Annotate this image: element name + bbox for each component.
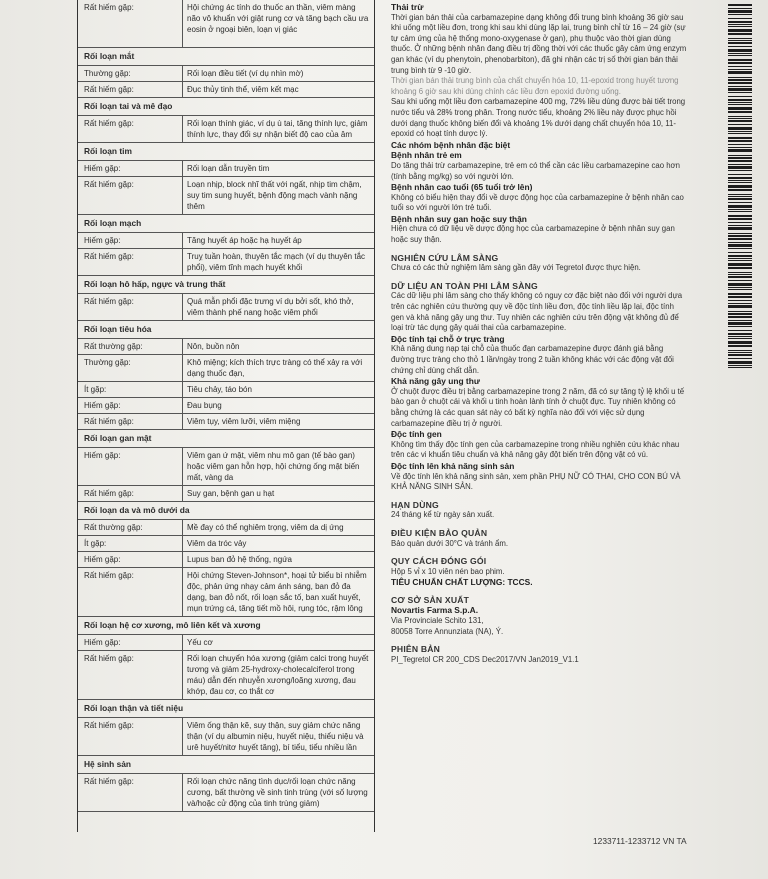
frequency-cell: Thường gặp:: [78, 355, 183, 381]
barcode-bar: [728, 10, 752, 13]
right-column: [391, 2, 687, 665]
section-heading: NGHIÊN CỨU LÂM SÀNG: [391, 252, 499, 263]
barcode-bar: [728, 71, 752, 74]
section-header: Rối loạn mạch: [78, 215, 374, 233]
section-header: Rối loạn mắt: [78, 48, 374, 66]
table-row: [78, 177, 374, 215]
table-row: [78, 398, 374, 414]
table-row: [78, 355, 374, 382]
barcode-bar: [728, 127, 752, 130]
barcode-bar: [728, 330, 752, 331]
effect-cell: Rối loạn chức năng tình dục/rối loạn chức năng cương, bất thường về sinh tinh trùng (với số lượng và/hoặc cử động của tinh trùng giảm): [187, 777, 368, 808]
barcode-bar: [728, 215, 752, 217]
frequency-cell: Rất hiếm gặp:: [78, 249, 183, 275]
barcode-bar: [728, 166, 752, 169]
barcode-bar: [728, 227, 752, 230]
table-row: [78, 294, 374, 321]
barcode-bar: [728, 252, 752, 253]
barcode-bar: [728, 79, 752, 81]
table-row: [78, 520, 374, 536]
paragraph: Không tìm thấy độc tính gen của carbamazepine trong nhiều nghiên cứu khác nhau trên các vi khuẩn tiêu chuẩn và khả năng gây đột biến trên động vật có vú.: [391, 439, 680, 460]
barcode-bar: [728, 86, 752, 87]
barcode-bar: [728, 4, 752, 6]
section-heading: QUY CÁCH ĐÓNG GÓI: [391, 556, 487, 567]
paragraph: Thời gian bán thải của carbamazepine dạng không đổi trung bình khoảng 36 giờ sau khi uống một liều đơn, trong khi sau khi dùng lặp lại, trung bình chỉ từ 16 – 24 giờ (sự tự cảm ứng của hệ thống mono-oxygenase ở gan), phụ thuộc vào thời gian dùng thuốc. Ở những bệnh nhân đang điều trị đồng thời với các thuốc gây cảm ứng enzym gan khác (ví dụ phenytoin, phenobarbiton), đã ghi nhận các trị số thời gian bán thải trung bình từ 9 -10 giờ.: [391, 12, 687, 75]
barcode-bar: [728, 235, 752, 237]
section-header: Rối loạn tim: [78, 143, 374, 161]
section-heading: DỮ LIỆU AN TOÀN PHI LÂM SÀNG: [391, 280, 538, 291]
table-row: [78, 414, 374, 430]
section-heading: ĐIỀU KIỆN BẢO QUẢN: [391, 527, 488, 538]
table-row: [78, 82, 374, 98]
barcode-bar: [728, 38, 752, 39]
barcode-bar: [728, 322, 752, 325]
barcode-bar: [728, 53, 752, 54]
barcode-bar: [728, 18, 752, 19]
paragraph: Không có biểu hiện thay đổi về dược động học của carbamazepine ở bệnh nhân cao tuổi so với người lớn trẻ tuổi.: [391, 192, 684, 213]
barcode-bar: [728, 42, 752, 44]
frequency-cell: Rất hiếm gặp:: [78, 294, 183, 320]
manufacturer-address: Via Provinciale Schito 131,: [391, 616, 484, 626]
effect-cell: Mề đay có thể nghiêm trọng, viêm da dị ứng: [187, 523, 344, 532]
barcode-bar: [728, 33, 752, 35]
table-row: [78, 0, 374, 48]
barcode-bar: [728, 189, 752, 191]
section-header: Rối loạn tiêu hóa: [78, 321, 374, 339]
barcode-bar: [728, 133, 752, 134]
barcode-bar: [728, 140, 752, 142]
barcode-bar: [728, 255, 752, 257]
table-row: [78, 66, 374, 82]
section-header: Rối loạn hệ cơ xương, mô liên kết và xương: [78, 617, 374, 635]
barcode-bar: [728, 311, 752, 312]
subsection-title: Độc tính lên khả năng sinh sản: [391, 460, 515, 471]
table-row: [78, 651, 374, 700]
table-row: [78, 161, 374, 177]
barcode-bar: [728, 14, 752, 15]
barcode-bar: [728, 182, 752, 183]
barcode-bar: [728, 233, 752, 234]
barcode-bar: [728, 272, 752, 273]
paragraph: Hộp 5 vỉ x 10 viên nén bao phim.: [391, 566, 505, 576]
barcode-bar: [728, 46, 752, 47]
barcode-bar: [728, 49, 752, 52]
barcode-bar: [728, 361, 752, 364]
effect-cell: Loạn nhịp, block nhĩ thất với ngất, nhịp tim chậm, suy tim sung huyết, bệnh động mạch vành nặng thêm: [187, 180, 362, 211]
barcode-bar: [728, 111, 752, 113]
barcode-bar: [728, 120, 752, 122]
barcode-bar: [728, 354, 752, 356]
barcode-bar: [728, 248, 752, 249]
table-row: [78, 774, 374, 812]
section-header: Rối loạn thận và tiết niệu: [78, 700, 374, 718]
barcode-bar: [728, 174, 752, 175]
barcode-bar: [728, 333, 752, 335]
barcode-bar: [728, 92, 752, 93]
effect-cell: Viêm gan ứ mật, viêm nhu mô gan (tế bào gan) hoặc viêm gan hỗn hợp, hội chứng ống mật biến mất, vàng da: [187, 451, 360, 482]
effect-cell: Viêm ống thận kẽ, suy thận, suy giảm chức năng thận (ví dụ albumin niệu, huyết niệu, thiểu niệu và urê huyết/nitơ huyết tăng), bí tiểu, tiểu nhiều lần: [187, 721, 364, 752]
manufacturer-address: 80058 Torre Annunziata (NA), Ý.: [391, 626, 504, 636]
barcode-bar: [728, 88, 752, 91]
barcode-bar: [728, 283, 752, 286]
barcode-bar: [728, 341, 752, 344]
barcode-bar: [728, 77, 752, 78]
effect-cell: Rối loạn chuyển hóa xương (giảm calci trong huyết tương và giảm 25-hydroxy-cholecalciferol trong máu) dẫn đến nhuyễn xương/loãng xương, đau khớp, đau cơ, co thắt cơ: [187, 654, 369, 696]
barcode-bar: [728, 62, 752, 64]
section-title: Thải trừ: [391, 2, 424, 12]
effect-cell: Yếu cơ: [187, 638, 213, 647]
barcode-bar: [728, 149, 752, 152]
barcode-bar: [728, 218, 752, 220]
barcode-bar: [728, 244, 752, 247]
barcode-bar: [728, 313, 752, 315]
table-row: [78, 339, 374, 355]
effect-cell: Tăng huyết áp hoặc hạ huyết áp: [187, 236, 302, 245]
effect-cell: Viêm da tróc vảy: [187, 539, 247, 548]
table-row: [78, 382, 374, 398]
effect-cell: Viêm tụy, viêm lưỡi, viêm miệng: [187, 417, 301, 426]
barcode-bar: [728, 280, 752, 281]
barcode-bar: [728, 320, 752, 321]
barcode-bar: [728, 225, 752, 226]
barcode-bar: [728, 196, 752, 197]
barcode-bar: [728, 40, 752, 41]
table-row: [78, 718, 374, 756]
barcode-bar: [728, 316, 752, 318]
barcode-bar: [728, 274, 752, 275]
subsection-title: Bệnh nhân cao tuổi (65 tuổi trở lên): [391, 182, 533, 193]
barcode-bar: [728, 170, 752, 171]
subsection-title: Độc tính tại chỗ ở trực tràng: [391, 333, 505, 344]
subsection-title: Độc tính gen: [391, 429, 442, 440]
barcode-bar: [728, 8, 752, 9]
section-heading: PHIÊN BẢN: [391, 644, 441, 655]
barcode-bar: [728, 21, 752, 23]
barcode-bar: [728, 345, 752, 347]
frequency-cell: Rất hiếm gặp:: [78, 116, 183, 142]
paragraph: Chưa có các thử nghiệm lâm sàng gần đây với Tegretol được thực hiện.: [391, 263, 641, 273]
table-row: [78, 116, 374, 143]
adverse-effects-table: [77, 0, 375, 832]
frequency-cell: Thường gặp:: [78, 66, 183, 81]
frequency-cell: Rất hiếm gặp:: [78, 774, 183, 811]
barcode-bar: [728, 29, 752, 32]
effect-cell: Rối loạn dẫn truyền tim: [187, 164, 270, 173]
subsection-title: Các nhóm bệnh nhân đặc biệt: [391, 139, 511, 150]
paragraph: Do tăng thải trừ carbamazepine, trẻ em có thể cần các liều carbamazepine cao hơn (tính bằng mg/kg) so với người lớn.: [391, 160, 681, 181]
barcode-bar: [728, 267, 752, 269]
section-heading: CƠ SỞ SẢN XUẤT: [391, 594, 470, 605]
section-header: Rối loạn gan mật: [78, 430, 374, 448]
paragraph: Khả năng dung nạp tại chỗ của thuốc đạn carbamazepine được đánh giá bằng đường trực tràng cho thỏ 1 lần/ngày trong 2 tuần không khác với các động vật đối chứng chỉ dùng chất dẫn.: [391, 344, 674, 375]
effect-cell: Lupus ban đỏ hệ thống, ngứa: [187, 555, 292, 564]
barcode-bar: [728, 211, 752, 212]
barcode-bar: [728, 82, 752, 84]
subsection-title: Bệnh nhân trẻ em: [391, 150, 462, 161]
paragraph: Các dữ liệu phi lâm sàng cho thấy không có nguy cơ đặc biệt nào đối với người dựa trên các nghiên cứu thường quy về độc tính liều đơn, độc tính liều lặp lại, độc tính gen và khả năng gây ung thư. Tuy nhiên các nghiên cứu trên động vật không đủ để loại trừ tác dụng gây quái thai của carbamazepine.: [391, 291, 683, 333]
barcode-bar: [728, 289, 752, 290]
barcode-bar: [728, 66, 752, 67]
frequency-cell: Hiếm gặp:: [78, 161, 183, 176]
paragraph: Về độc tính lên khả năng sinh sản, xem phần PHỤ NỮ CÓ THAI, CHO CON BÚ VÀ KHẢ NĂNG SINH SẢN.: [391, 471, 681, 492]
section-header: Rối loạn hô hấp, ngực và trung thất: [78, 276, 374, 294]
barcode-bar: [728, 305, 752, 308]
barcode-bar: [728, 352, 752, 353]
paragraph: Thời gian bán thải trung bình của chất chuyển hóa 10, 11-epoxid trong huyết tương khoảng 6 giờ sau khi dùng chính các liều đơn epoxid đường uống.: [391, 76, 679, 96]
table-row: [78, 486, 374, 502]
barcode-bar: [728, 242, 752, 243]
frequency-cell: Rất hiếm gặp:: [78, 414, 183, 429]
barcode-bar: [728, 276, 752, 278]
barcode-bar: [728, 365, 752, 366]
barcode-bar: [728, 300, 752, 301]
barcode-bar: [728, 260, 752, 261]
frequency-cell: Rất hiếm gặp:: [78, 177, 183, 214]
paragraph: Ở chuột được điều trị bằng carbamazepine trong 2 năm, đã có sự tăng tỷ lệ khối u tế bào gan ở chuột cái và khối u tinh hoàn lành tính ở chuột đực. Tuy nhiên không có bằng chứng là các quan sát này có bất kỳ nghĩa nào đối với việc sử dụng carbamazepine điều trị ở người.: [391, 386, 685, 428]
paragraph: 24 tháng kể từ ngày sản xuất.: [391, 510, 495, 520]
effect-cell: Rối loạn thính giác, ví dụ ù tai, tăng thính lực, giảm thính lực, thay đổi sự nhận biết độ cao của âm: [187, 119, 368, 139]
barcode-bar: [728, 157, 752, 159]
barcode-bar: [728, 258, 752, 259]
table-row: [78, 568, 374, 617]
barcode-bar: [728, 194, 752, 195]
barcode: [728, 4, 752, 372]
frequency-cell: Rất thường gặp:: [78, 339, 183, 354]
effect-cell: Đục thủy tinh thể, viêm kết mạc: [187, 85, 299, 94]
effect-cell: Nôn, buồn nôn: [187, 342, 240, 351]
subsection-title: Khả năng gây ung thư: [391, 376, 480, 387]
frequency-cell: Hiếm gặp:: [78, 398, 183, 413]
barcode-bar: [728, 99, 752, 101]
frequency-cell: Rất hiếm gặp:: [78, 568, 183, 616]
barcode-bar: [728, 107, 752, 110]
barcode-bar: [728, 131, 752, 132]
manufacturer-name: Novartis Farma S.p.A.: [391, 605, 479, 616]
section-heading: HẠN DÙNG: [391, 499, 439, 510]
paragraph: Sau khi uống một liều đơn carbamazepine 400 mg, 72% liều dùng được bài tiết trong nước tiểu và 28% trong phân. Trong nước tiểu, khoảng 2% liều này được phục hồi dưới dạng thuốc không biến đổi và khoảng 1% dưới dạng chất chuyển hóa 10, 11-epoxid có hoạt tính dược lý.: [391, 97, 686, 139]
barcode-bar: [728, 144, 752, 145]
section-header: Hệ sinh sản: [78, 756, 374, 774]
barcode-bar: [728, 205, 752, 208]
barcode-bar: [728, 124, 752, 125]
barcode-bar: [728, 59, 752, 61]
frequency-cell: Rất hiếm gặp:: [78, 0, 183, 47]
barcode-bar: [728, 358, 752, 359]
subsection-title: Bệnh nhân suy gan hoặc suy thận: [391, 213, 527, 224]
barcode-bar: [728, 180, 752, 181]
table-row: [78, 448, 374, 486]
frequency-cell: Ít gặp:: [78, 382, 183, 397]
section-header: Rối loạn tai và mê đạo: [78, 98, 374, 116]
effect-cell: Đau bụng: [187, 401, 222, 410]
barcode-bar: [728, 296, 752, 298]
effect-cell: Hội chứng ác tính do thuốc an thần, viêm màng não vô khuẩn với giật rung cơ và tăng bạch cầu ưa eosin ở ngoại biên, loạn vị giác: [187, 3, 369, 34]
barcode-bar: [728, 303, 752, 304]
barcode-bar: [728, 287, 752, 288]
barcode-bar: [728, 238, 752, 240]
frequency-cell: Rất hiếm gặp:: [78, 718, 183, 755]
frequency-cell: Rất hiếm gặp:: [78, 486, 183, 501]
frequency-cell: Rất hiếm gặp:: [78, 651, 183, 699]
barcode-bar: [728, 202, 752, 203]
barcode-bar: [728, 147, 752, 148]
frequency-cell: Ít gặp:: [78, 536, 183, 551]
frequency-cell: Rất hiếm gặp:: [78, 82, 183, 97]
table-row: [78, 249, 374, 276]
frequency-cell: Hiếm gặp:: [78, 448, 183, 485]
barcode-bar: [728, 177, 752, 179]
barcode-bar: [728, 116, 752, 117]
barcode-bar: [728, 293, 752, 295]
document-code: 1233711-1233712 VN TA: [593, 836, 687, 846]
barcode-bar: [728, 222, 752, 223]
table-row: [78, 233, 374, 249]
paragraph: PI_Tegretol CR 200_CDS Dec2017/VN Jan2019_V1.1: [391, 654, 579, 664]
barcode-bar: [728, 24, 752, 25]
effect-cell: Khô miệng; kích thích trực tràng có thể xảy ra với dạng thuốc đạn,: [187, 358, 363, 378]
frequency-cell: Hiếm gặp:: [78, 233, 183, 248]
barcode-bar: [728, 26, 752, 27]
barcode-bar: [728, 367, 752, 368]
frequency-cell: Hiếm gặp:: [78, 635, 183, 650]
barcode-bar: [728, 96, 752, 97]
barcode-bar: [728, 104, 752, 105]
effect-cell: Rối loạn điều tiết (ví dụ nhìn mờ): [187, 69, 304, 78]
effect-cell: Hội chứng Steven-Johnson*, hoại tử biểu bì nhiễm độc, phản ứng nhạy cảm ánh sáng, ban đỏ đa dạng, ban đỏ nốt, rối loạn sắc tố, ban xuất huyết, mụn trứng cá, tăng tiết mồ hôi, rụng tóc, rậm lông: [187, 571, 367, 613]
frequency-cell: Hiếm gặp:: [78, 552, 183, 567]
effect-cell: Tiêu chảy, táo bón: [187, 385, 252, 394]
barcode-bar: [728, 69, 752, 70]
paragraph: Bảo quản dưới 30°C và tránh ẩm.: [391, 538, 509, 548]
barcode-bar: [728, 164, 752, 165]
barcode-bar: [728, 338, 752, 339]
frequency-cell: Rất thường gặp:: [78, 520, 183, 535]
effect-cell: Quá mẫn phổi đặc trưng ví dụ bởi sốt, khó thở, viêm thành phế nang hoặc viêm phổi: [187, 297, 354, 317]
barcode-bar: [728, 198, 752, 200]
effect-cell: Truỵ tuần hoàn, thuyên tắc mạch (ví dụ thuyên tắc phổi), viêm tĩnh mạch huyết khối: [187, 252, 366, 272]
quality-standard: TIÊU CHUẨN CHẤT LƯỢNG: TCCS.: [391, 577, 533, 588]
table-row: [78, 552, 374, 568]
barcode-bar: [728, 209, 752, 210]
barcode-bar: [728, 118, 752, 119]
paragraph: Hiện chưa có dữ liệu về dược động học của carbamazepine ở bệnh nhân suy gan hoặc suy thận.: [391, 224, 675, 245]
barcode-bar: [728, 185, 752, 188]
barcode-bar: [728, 263, 752, 266]
barcode-bar: [728, 55, 752, 56]
barcode-bar: [728, 326, 752, 327]
barcode-bar: [728, 102, 752, 103]
barcode-bar: [728, 350, 752, 351]
barcode-bar: [728, 336, 752, 337]
barcode-bar: [728, 155, 752, 156]
barcode-bar: [728, 137, 752, 139]
table-row: [78, 635, 374, 651]
effect-cell: Suy gan, bệnh gan u hạt: [187, 489, 275, 498]
table-row: [78, 536, 374, 552]
section-header: Rối loạn da và mô dưới da: [78, 502, 374, 520]
barcode-bar: [728, 160, 752, 162]
